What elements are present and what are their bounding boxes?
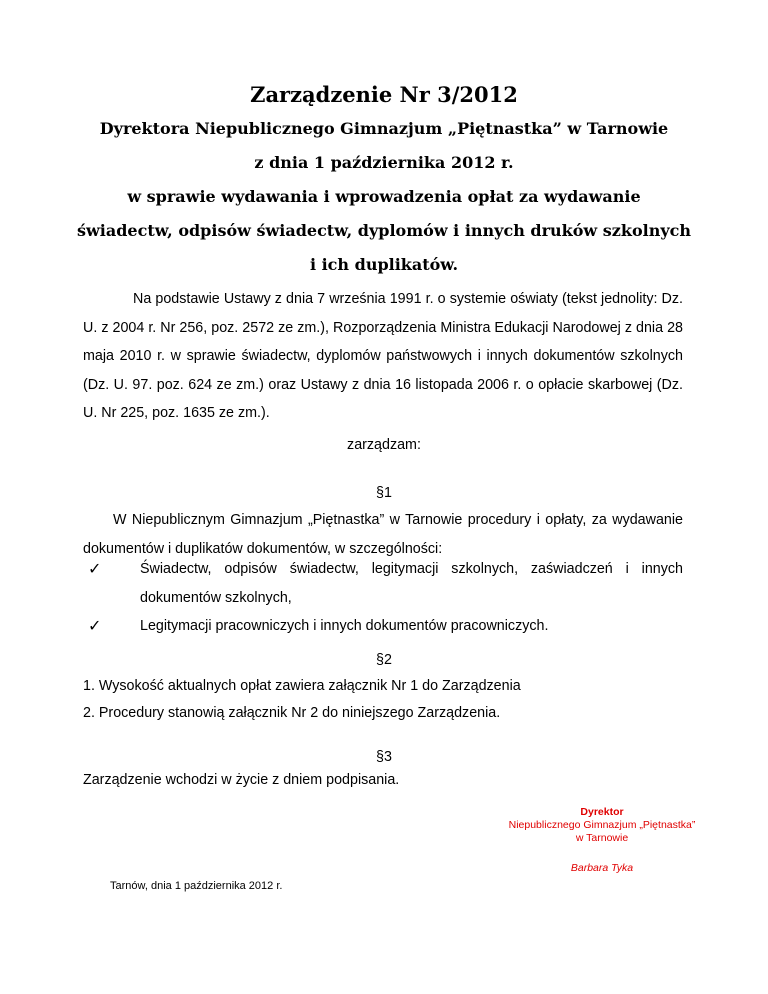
section-1-bullet-2: Legitymacji pracowniczych i innych dokumentów pracowniczych. [140, 618, 549, 634]
document-title: Zarządzenie Nr 3/2012 [250, 82, 518, 107]
subtitle-line-subject-3: i ich duplikatów. [309, 255, 459, 274]
section-2-mark: §2 [376, 652, 392, 668]
checkmark-icon: ✓ [88, 561, 102, 578]
subtitle-line-subject-1: w sprawie wydawania i wprowadzenia opłat za wydawanie [127, 187, 641, 206]
subtitle-line-issuer: Dyrektora Niepublicznego Gimnazjum „Piętnastka” w Tarnowie [99, 119, 669, 138]
signature-institution: Niepublicznego Gimnazjum „Piętnastka” [508, 819, 696, 831]
signature-role: Dyrektor [580, 806, 624, 818]
section-1-mark: §1 [376, 485, 392, 501]
place-and-date: Tarnów, dnia 1 października 2012 r. [110, 880, 283, 892]
section-1-bullet-1: Świadectw, odpisów świadectw, legitymacji szkolnych, zaświadczeń i innych dokumentów szkolnych, [140, 561, 683, 606]
section-1-text: W Niepublicznym Gimnazjum „Piętnastka” w Tarnowie procedury i opłaty, za wydawanie dokumentów i duplikatów dokumentów, w szczególności: [83, 512, 683, 557]
signature-block [452, 806, 752, 845]
subtitle-line-date: z dnia 1 października 2012 r. [254, 153, 514, 172]
section-2-item-2: 2. Procedury stanowią załącznik Nr 2 do niniejszego Zarządzenia. [83, 705, 501, 721]
signature-name: Barbara Tyka [570, 862, 634, 874]
section-3-text: Zarządzenie wchodzi w życie z dniem podpisania. [83, 772, 400, 788]
checkmark-icon: ✓ [88, 618, 102, 635]
section-2-item-1: 1. Wysokość aktualnych opłat zawiera załącznik Nr 1 do Zarządzenia [83, 678, 521, 694]
section-3-mark: §3 [376, 749, 392, 765]
legal-basis-paragraph: Na podstawie Ustawy z dnia 7 września 1991 r. o systemie oświaty (tekst jednolity: Dz. U. z 2004 r. Nr 256, poz. 2572 ze zm.), Rozporządzenia Ministra Edukacji Narodowej z dnia 28 maja 2010 r. w sprawie świadectw, dyplomów państwowych i innych dokumentów szkolnych (Dz. U. 97. poz. 624 ze zm.) oraz Ustawy z dnia 16 listopada 2006 r. o opłacie skarbowej (Dz. U. Nr 225, poz. 1635 ze zm.). [83, 291, 683, 422]
subtitle-line-subject-2: świadectw, odpisów świadectw, dyplomów i innych druków szkolnych [76, 221, 691, 240]
decree-word: zarządzam: [347, 437, 421, 453]
signature-city: w Tarnowie [575, 832, 629, 844]
